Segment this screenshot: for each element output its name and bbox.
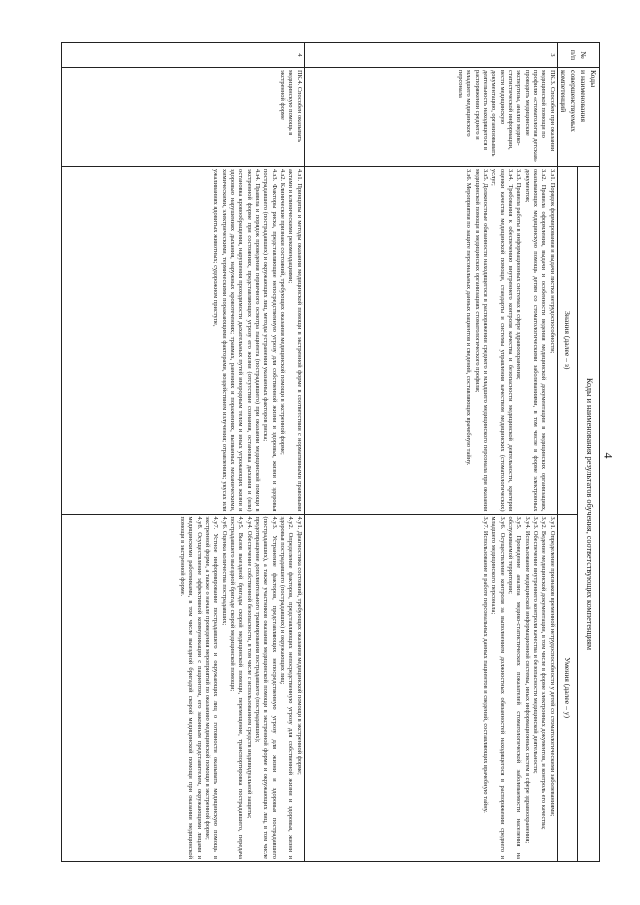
knowledge-item: 4.з1. Принципы и методы оказания медицинской помощи в экстренной форме в соответствии с нормативными правовыми актами и клиническими рекомендациями; — [287, 169, 303, 512]
skill-item: 3.у1. Определение признаков временной нетрудоспособности у детей со стоматологическими заболеваниями; — [548, 516, 556, 817]
header-skills: Умения (далее – у) — [557, 514, 578, 862]
header-no-label: № п/п — [569, 49, 589, 61]
knowledge-cell — [304, 167, 557, 515]
skill-item: 3.у4. Использование медицинской информационной системы, иных информационных систем в сфере здравоохранения; — [523, 516, 531, 844]
knowledge-item: 3.з2. Правила оформления, выдачи и особенности ведения медицинской документации в медицинских организациях, оказывающих медицинскую помощь детям со стоматологическими заболеваниями, в том числе в форме электронных документов; — [523, 169, 548, 512]
knowledge-item: 4.з4. Правила и порядок проведения первичного осмотра пациента (пострадавшего) при оказании медицинской помощи в экстренной форме при состояниях, представляющих угрозу его жизни (отсутствие сознания, остановка дыхания и (или) остановка кровообращения, нарушения проходимости дыхательных путей инородным телом и иных угрожающих жизни и здоровью нарушениях дыхания, наружных кровотечениях; травмах, ранениях и поражениях, вызванных механическими, химическими, электрическими, термическими поражающими факторами, воздействием излучения; отравлениях; укусах или ужаливаниях ядовитых животных; судорожном приступе, — [212, 169, 261, 512]
header-knowledge: Знания (далее – з) — [557, 167, 578, 515]
skills-cell — [304, 514, 557, 862]
competency-table — [61, 42, 600, 862]
competency-cell: ПК.3. Способен при оказании медицинской помощи по профилю «стоматология детская» проводить медицинские экспертизы, анализ медико-статистической информации, вести медицинскую документацию, организовывать деятельность находящегося в распоряжении среднего и младшего медицинского персонала — [304, 68, 557, 167]
skill-item: 3.у5. Проведение анализа медико-статистических показателей стоматологической заболеваемости населения на обслуживаемой территории; — [506, 516, 523, 859]
skill-item: 4.у5. Вызов выездной бригады скорой медицинской помощи, перемещение, транспортировка пострадавшего, передача пострадавшего выездной бригаде скорой медицинской помощи; — [228, 516, 245, 859]
skill-item: 4.у2. Определение факторов, представляющих непосредственную угрозу для собственной жизни и здоровья, жизни и здоровья пострадавшего (пострадавших) и окружающих лиц; — [278, 516, 295, 859]
skill-item: 3.у3. Обеспечение внутреннего контроля качества и безопасности медицинской деятельности; — [531, 516, 539, 774]
knowledge-cell — [61, 167, 304, 515]
knowledge-item: 4.з2. Клинические признаки состояний, требующих оказания медицинской помощи в экстренной форме; — [278, 169, 286, 455]
knowledge-item: 3.з4. Требования к обеспечению внутреннего контроля качества и безопасности медицинской деятельности, критерии оценки качества медицинской помощи, стандарты и системы управления качеством медицинских (стоматологических) услуг; — [490, 169, 514, 512]
knowledge-item: 3.з3. Правила работы в информационных системах в сфере здравоохранения; — [515, 169, 523, 380]
skill-item: 4.у4. Обеспечение собственной безопасности, в том числе с использованием средств индивидуальной защиты; — [245, 516, 253, 819]
skill-item: 4.у7. Устное информирование пострадавшего и окружающих лиц о готовности оказывать медицинскую помощь в экстренной форме, а также о начале проведения мероприятий по оказанию медицинской помощи в экстренной форме; — [203, 516, 220, 859]
skill-item: 4.у8. Осуществление эффективной коммуникации с пациентом, его законным представителем, окружающими лицами и медицинскими работниками, в том числе выездной бригадой скорой медицинской помощи при оказании медицинской помощи в экстренной форме. — [178, 516, 203, 859]
header-competency-label: Коды и наименования совершенствуемых компетенций — [559, 70, 598, 132]
skills-cell — [61, 514, 304, 862]
page-number: 4 — [601, 452, 616, 459]
skill-item: 4.у1. Диагностика состояний, требующих оказания медицинской помощи в экстренной форме; — [295, 516, 303, 775]
table-row — [61, 43, 304, 862]
competency-cell: ПК.4. Способен оказывать медицинскую помощь в экстренной форме — [61, 68, 304, 167]
rotated-document-table — [40, 42, 600, 862]
knowledge-item: 3.з1. Порядок формирования и выдачи листка нетрудоспособности; — [548, 169, 556, 354]
skill-item: 4.у3. Устранение факторов, представляющих непосредственную угрозу для жизни и здоровья пострадавшего (пострадавших), а также участников оказания медицинской помощи в экстренной форме и окружающих лиц, в том числе предотвращение дополнительного травмирования пострадавшего (пострадавших); — [253, 516, 278, 859]
row-number: 3 — [304, 43, 557, 68]
skill-item: 4.у6. Оценка количества пострадавших; — [220, 516, 228, 626]
row-number: 4 — [61, 43, 304, 68]
table-row — [304, 43, 557, 862]
knowledge-item: 3.з6. Мероприятия по защите персональных данных пациентов и сведений, составляющих врачебную тайну. — [465, 169, 473, 466]
header-results: Коды и наименования результатов обучения, соответствующих компетенциям — [578, 167, 600, 862]
header-row-1 — [578, 43, 600, 862]
knowledge-item: 3.з5. Должностные обязанности находящегося в распоряжении среднего и младшего медицинского персонала при оказании медицинской помощи в медицинских организациях стоматологического профиля; — [473, 169, 489, 512]
header-competency — [557, 68, 599, 167]
skill-item: 3.у7. Использование в работе персональных данных пациентов и сведений, составляющих врачебную тайну. — [481, 516, 489, 813]
skill-item: 3.у2. Ведение медицинской документации, в том числе в форме электронных документов, и контроль его качества; — [540, 516, 548, 830]
knowledge-item: 4.з3. Факторы риска, представляющие непосредственную угрозу для собственной жизни и здоровья, жизни и здоровья пострадавшего (пострадавших) и окружающих лиц, методы устранения указанных факторов риска; — [262, 169, 278, 512]
header-no — [557, 43, 599, 68]
skill-item: 3.у6. Осуществление контроля за выполнением должностных обязанностей находящегося в распоряжении среднего и младшего медицинского персонала; — [490, 516, 506, 859]
